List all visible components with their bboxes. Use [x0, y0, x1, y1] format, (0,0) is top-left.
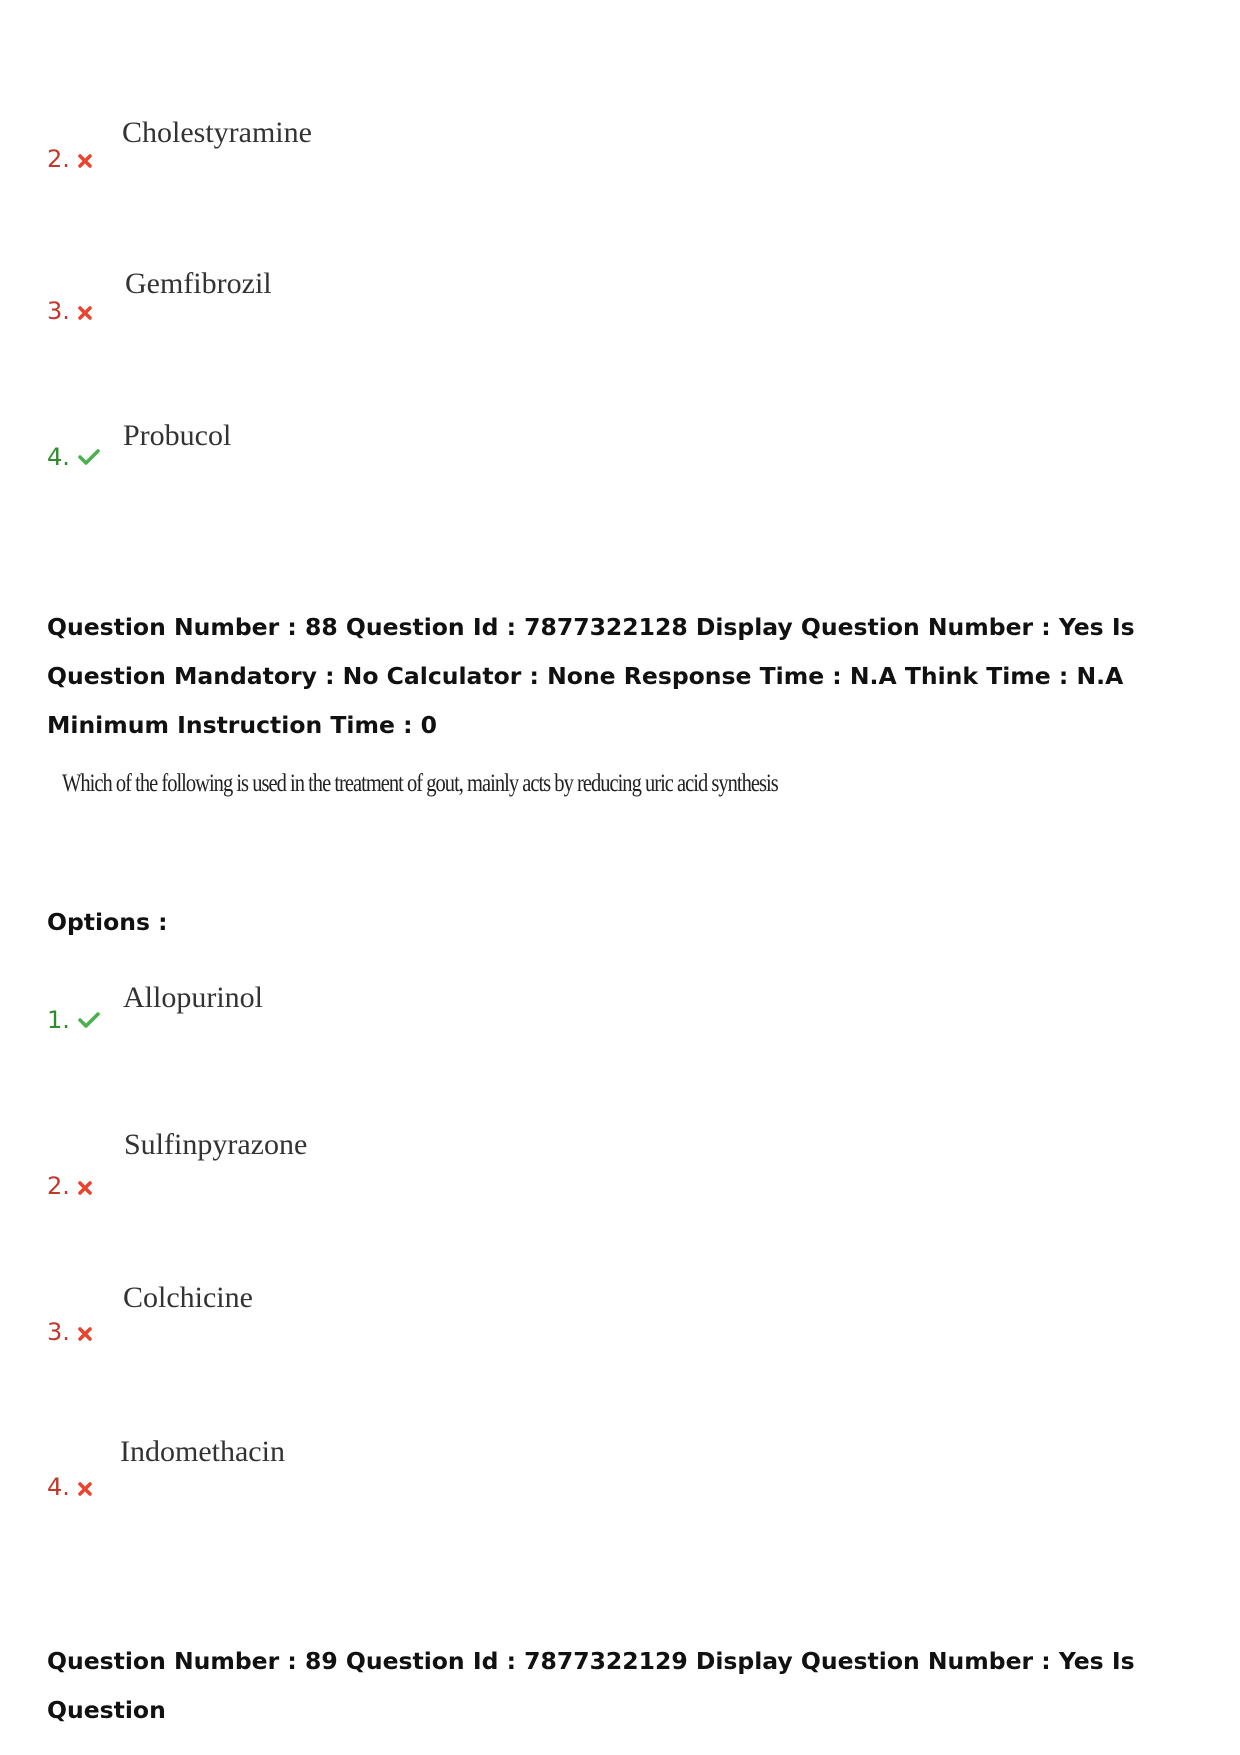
option-text: Probucol — [123, 419, 232, 452]
question-text: Which of the following is used in the treatment of gout, mainly acts by reducing uric acid synthesis — [62, 770, 778, 797]
options-label: Options : — [47, 908, 168, 936]
option-number-label: 4. — [47, 1473, 70, 1501]
cross-icon — [78, 146, 92, 174]
option-number-wrong — [47, 145, 92, 174]
option-number-label: 2. — [47, 1172, 70, 1200]
cross-icon — [78, 1474, 92, 1502]
option-text: Gemfibrozil — [125, 267, 272, 300]
question-header: Question Number : 88 Question Id : 7877322128 Display Question Number : Yes Is Question Mandatory : No Calculator : None Response Time : N.A Think Time : N.A Minimum Instruction Time : 0 — [47, 613, 1135, 739]
cross-icon — [78, 1173, 92, 1201]
option-number-wrong — [47, 297, 92, 326]
option-number-wrong — [47, 1318, 92, 1347]
option-number-correct — [47, 443, 100, 472]
option-number-label: 3. — [47, 1318, 70, 1346]
check-icon — [78, 444, 100, 472]
check-icon — [78, 1007, 100, 1035]
option-number-label: 3. — [47, 297, 70, 325]
option-number-correct — [47, 1006, 100, 1035]
option-text: Cholestyramine — [122, 116, 312, 149]
option-text: Colchicine — [123, 1281, 253, 1314]
option-number-label: 4. — [47, 443, 70, 471]
option-text: Indomethacin — [120, 1435, 285, 1468]
question-header: Question Number : 89 Question Id : 7877322129 Display Question Number : Yes Is Question — [47, 1647, 1135, 1724]
cross-icon — [78, 298, 92, 326]
option-text: Allopurinol — [123, 981, 263, 1014]
option-number-label: 1. — [47, 1006, 70, 1034]
cross-icon — [78, 1319, 92, 1347]
option-number-wrong — [47, 1473, 92, 1502]
option-text: Sulfinpyrazone — [124, 1128, 308, 1161]
option-number-label: 2. — [47, 145, 70, 173]
option-number-wrong — [47, 1172, 92, 1201]
